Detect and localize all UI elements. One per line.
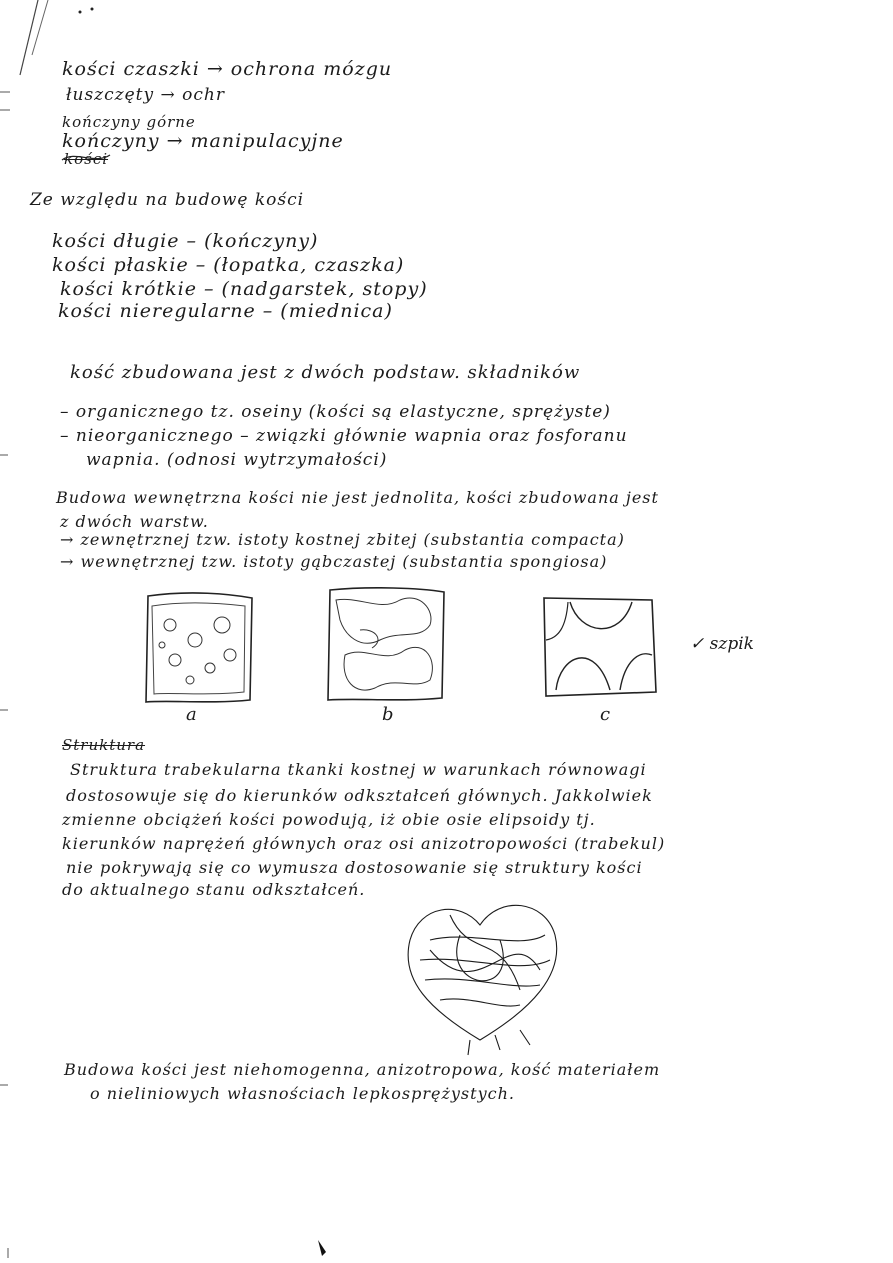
note-line: z dwóch warstw. bbox=[60, 512, 209, 531]
figure-a-compact-bone bbox=[146, 593, 252, 702]
note-line: kości płaskie – (łopatka, czaszka) bbox=[52, 254, 405, 276]
note-line: → wewnętrznej tzw. istoty gąbczastej (substantia spongiosa) bbox=[60, 552, 608, 571]
figure-b-spongy-bone bbox=[328, 588, 444, 700]
note-line: dostosowuje się do kierunków odkształceń głównych. Jakkolwiek bbox=[66, 786, 653, 805]
note-line: kości czaszki → ochrona mózgu bbox=[62, 58, 393, 80]
note-line: Struktura trabekularna tkanki kostnej w warunkach równowagi bbox=[70, 760, 647, 779]
note-line: wapnia. (odnosi wytrzymałości) bbox=[86, 450, 388, 470]
note-line: zmienne obciążeń kości powodują, iż obie osie elipsoidy tj. bbox=[62, 810, 596, 829]
note-line: – nieorganicznego – związki głównie wapnia oraz fosforanu bbox=[60, 426, 628, 446]
note-line: Budowa wewnętrzna kości nie jest jednolita, kości zbudowana jest bbox=[56, 488, 659, 507]
heart-scribble bbox=[408, 905, 557, 1055]
note-line: → zewnętrznej tzw. istoty kostnej zbitej (substantia compacta) bbox=[60, 530, 625, 549]
side-note: ✓ szpik bbox=[690, 634, 754, 654]
figure-label-c: c bbox=[600, 704, 611, 725]
note-line: kierunków naprężeń głównych oraz osi anizotropowości (trabekul) bbox=[62, 834, 666, 853]
margin-stroke bbox=[20, 0, 38, 75]
note-line: nie pokrywają się co wymusza dostosowanie się struktury kości bbox=[66, 858, 643, 877]
note-line: Ze względu na budowę kości bbox=[30, 190, 305, 210]
note-line: kończyny górne bbox=[62, 113, 196, 131]
figure-c-trabecular bbox=[544, 598, 656, 696]
note-line-struck: Struktura bbox=[62, 736, 146, 754]
note-line: kończyny → manipulacyjne bbox=[62, 130, 344, 152]
note-line: do aktualnego stanu odkształceń. bbox=[62, 880, 366, 899]
note-line: łuszczęty → ochr bbox=[66, 85, 225, 105]
figure-label-a: a bbox=[186, 704, 197, 725]
note-line-struck: kości bbox=[64, 150, 109, 168]
note-line: Budowa kości jest niehomogenna, anizotropowa, kość materiałem bbox=[64, 1060, 661, 1079]
figure-label-b: b bbox=[382, 704, 394, 725]
ink-dot bbox=[79, 11, 82, 14]
note-line: – organicznego tz. oseiny (kości są elastyczne, sprężyste) bbox=[60, 402, 611, 422]
ink-blot bbox=[318, 1240, 326, 1256]
note-line: o nieliniowych własnościach lepkosprężystych. bbox=[90, 1084, 515, 1103]
note-line: kości długie – (kończyny) bbox=[52, 230, 319, 252]
note-line: kości nieregularne – (miednica) bbox=[58, 300, 393, 322]
note-line: kość zbudowana jest z dwóch podstaw. składników bbox=[70, 362, 581, 383]
note-line: kości krótkie – (nadgarstek, stopy) bbox=[60, 278, 428, 300]
margin-stroke bbox=[32, 0, 48, 55]
ink-dot bbox=[91, 8, 94, 11]
